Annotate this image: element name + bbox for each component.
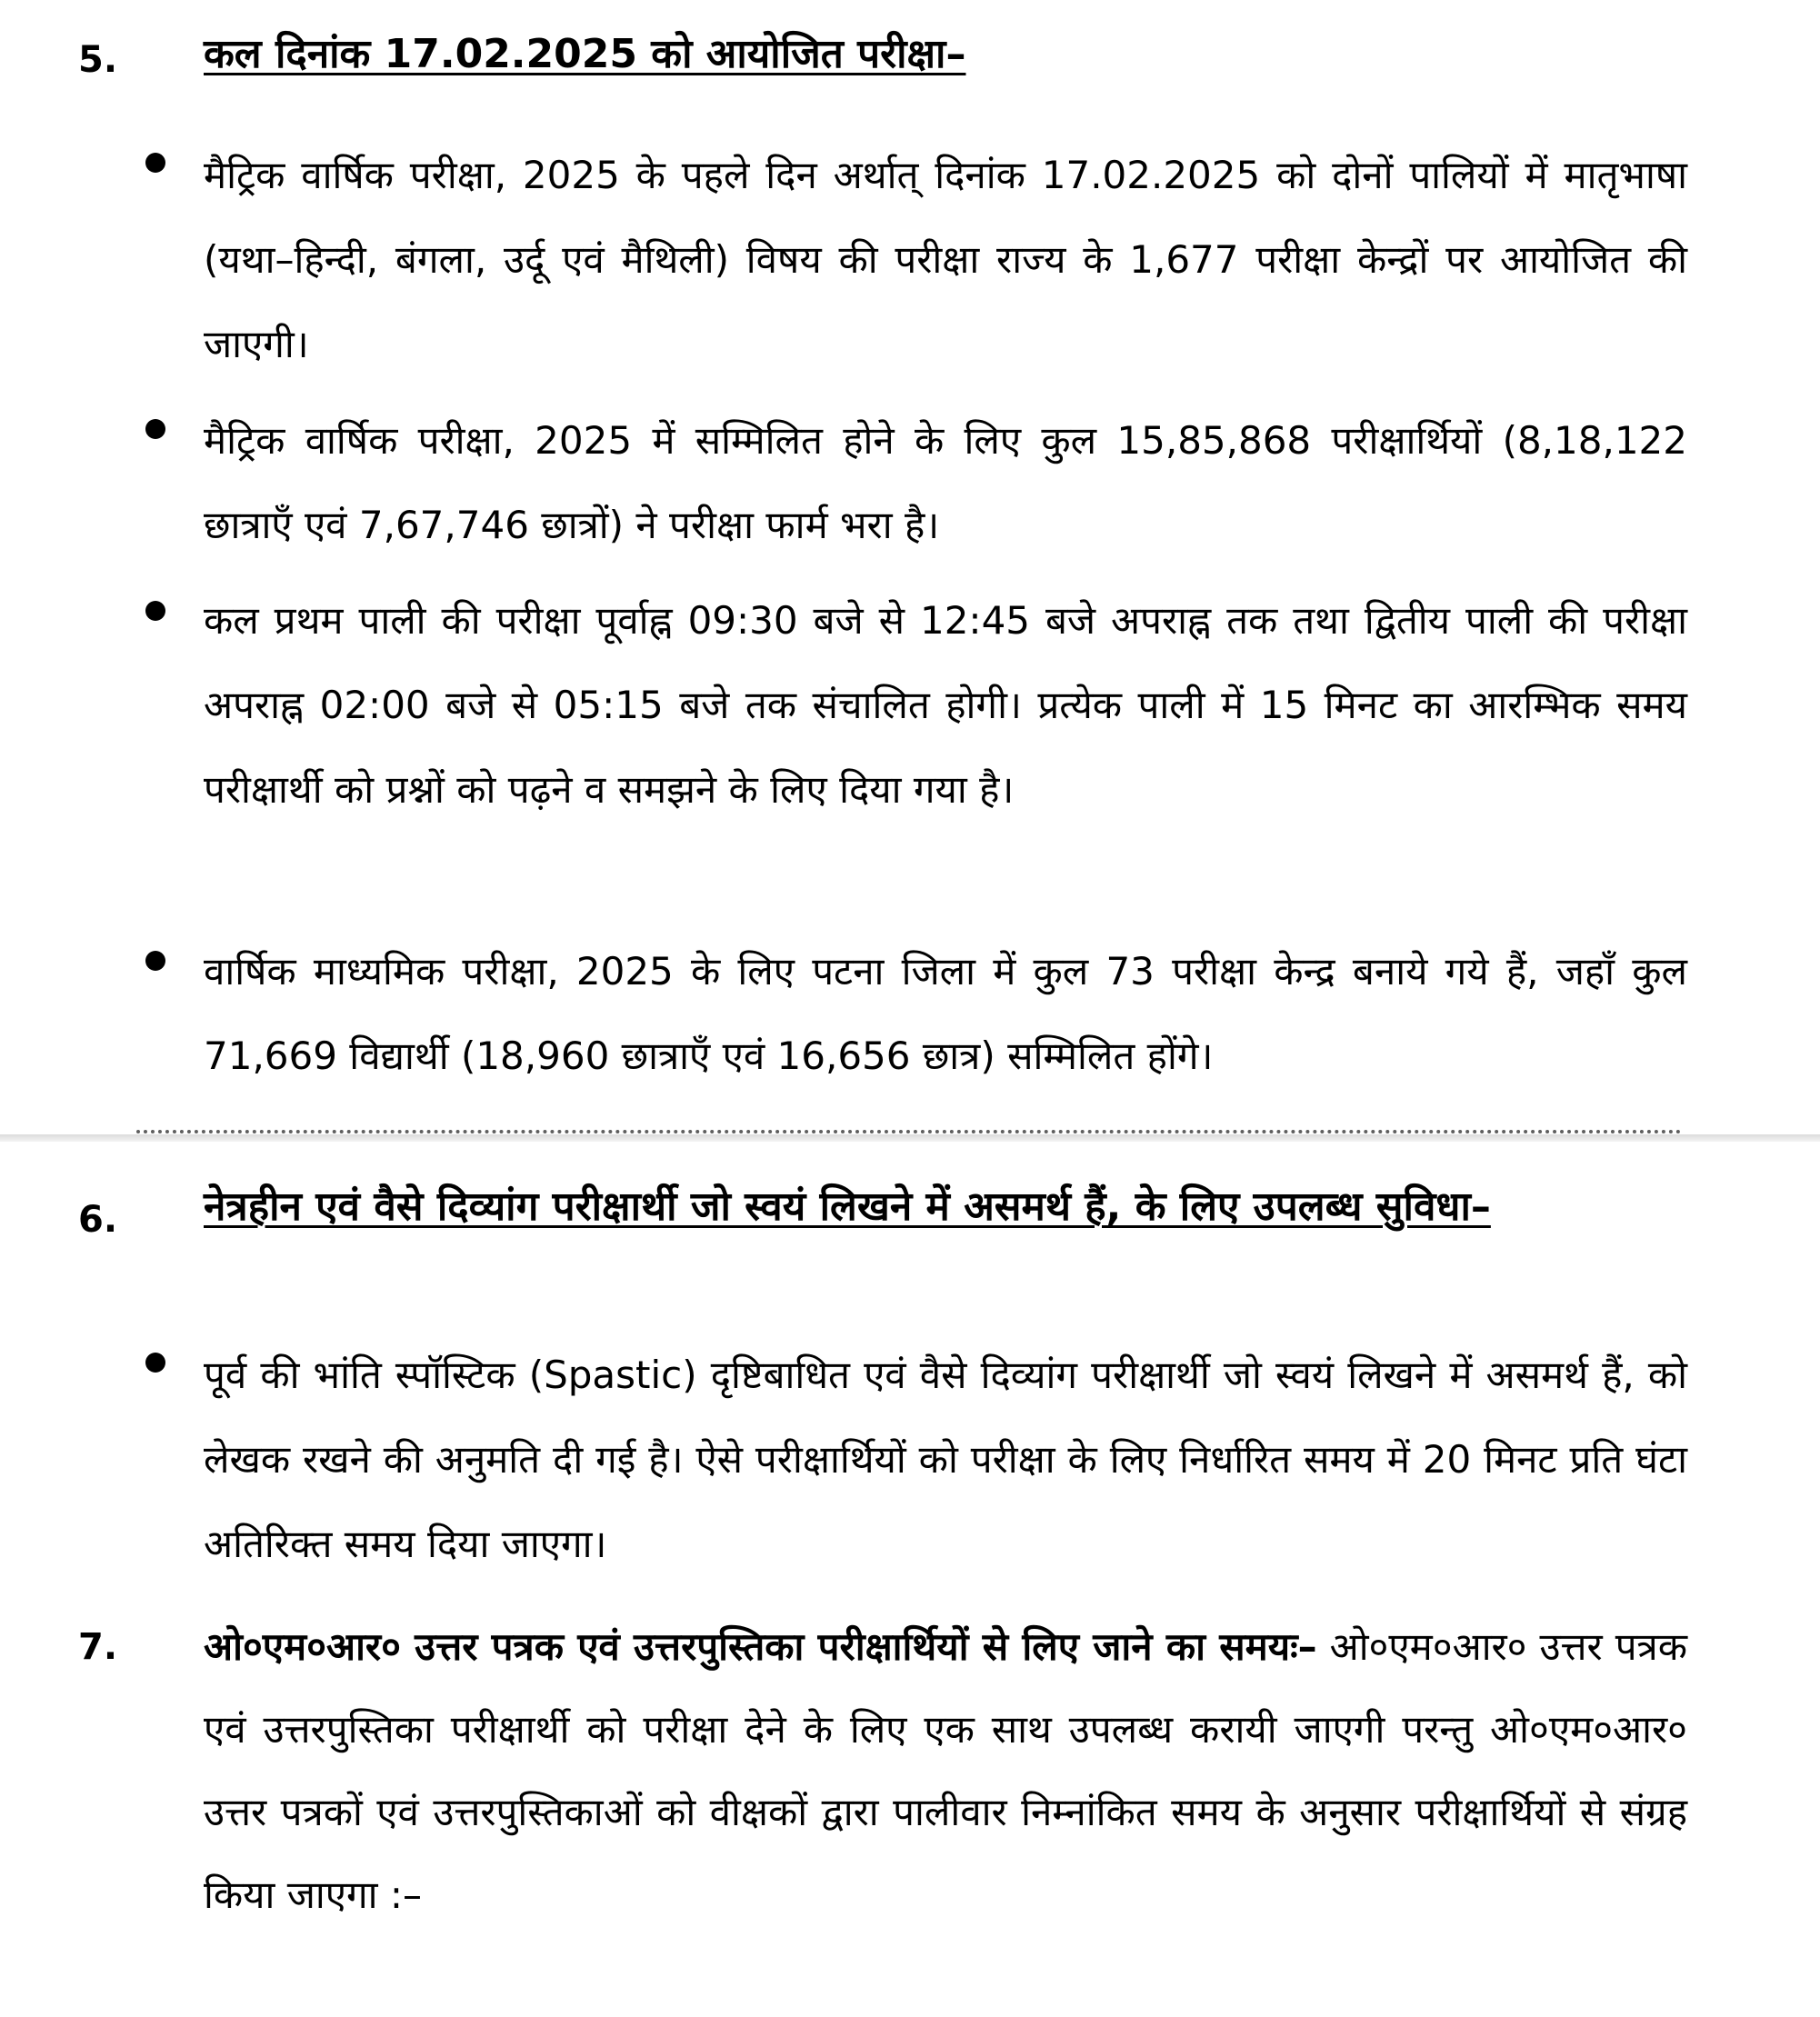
bullet-icon	[145, 1353, 165, 1373]
bullet-icon	[145, 153, 165, 173]
list-item: मैट्रिक वार्षिक परीक्षा, 2025 के पहले दिन अर्थात् दिनांक 17.02.2025 को दोनों पालियों में मातृभाषा (यथा–हिन्दी, बंगला, उर्दू एवं मैथिली) विषय की परीक्षा राज्य के 1,677 परीक्षा केन्द्रों पर आयोजित की जाएगी।	[204, 153, 1687, 366]
section-paragraph	[204, 1605, 1687, 1936]
section-number: 6.	[78, 1199, 118, 1241]
list-item: मैट्रिक वार्षिक परीक्षा, 2025 में सम्मिलित होने के लिए कुल 15,85,868 परीक्षार्थियों (8,18,122 छात्राएँ एवं 7,67,746 छात्रों) ने परीक्षा फार्म भरा है।	[204, 418, 1687, 547]
bullet-icon	[145, 419, 165, 439]
section-heading: कल दिनांक 17.02.2025 को आयोजित परीक्षा–	[204, 31, 966, 77]
section-number: 5.	[78, 39, 118, 81]
bullet-icon	[145, 601, 165, 621]
bullet-icon	[145, 951, 165, 971]
cut-text-line	[136, 1130, 1682, 1143]
section-heading: नेत्रहीन एवं वैसे दिव्यांग परीक्षार्थी जो स्वयं लिखने में असमर्थ हैं, के लिए उपलब्ध सुविधा–	[204, 1183, 1491, 1230]
section-number: 7.	[78, 1626, 118, 1668]
list-item: वार्षिक माध्यमिक परीक्षा, 2025 के लिए पटना जिला में कुल 73 परीक्षा केन्द्र बनाये गये हैं, जहाँ कुल 71,669 विद्यार्थी (18,960 छात्राएँ एवं 16,656 छात्र) सम्मिलित होंगे।	[204, 949, 1687, 1078]
section-body: ओ०एम०आर० उत्तर पत्रक एवं उत्तरपुस्तिका परीक्षार्थी को परीक्षा देने के लिए एक साथ उपलब्ध करायी जाएगी परन्तु ओ०एम०आर० उत्तर पत्रकों एवं उत्तरपुस्तिकाओं को वीक्षकों द्वारा पालीवार निम्नांकित समय के अनुसार परीक्षार्थियों से संग्रह किया जाएगा :–	[204, 1624, 1688, 1917]
document-page-lower	[0, 1142, 1820, 2017]
list-item: कल प्रथम पाली की परीक्षा पूर्वाह्न 09:30 बजे से 12:45 बजे अपराह्न तक तथा द्वितीय पाली की परीक्षा अपराह्न 02:00 बजे से 05:15 बजे तक संचालित होगी। प्रत्येक पाली में 15 मिनट का आरम्भिक समय परीक्षार्थी को प्रश्नों को पढ़ने व समझने के लिए दिया गया है।	[204, 598, 1687, 812]
list-item: पूर्व की भांति स्पॉस्टिक (Spastic) दृष्टिबाधित एवं वैसे दिव्यांग परीक्षार्थी जो स्वयं लिखने में असमर्थ हैं, को लेखक रखने की अनुमति दी गई है। ऐसे परीक्षार्थियों को परीक्षा के लिए निर्धारित समय में 20 मिनट प्रति घंटा अतिरिक्त समय दिया जाएगा।	[204, 1353, 1687, 1566]
section-lead: ओ०एम०आर० उत्तर पत्रक एवं उत्तरपुस्तिका परीक्षार्थियों से लिए जाने का समयः–	[204, 1624, 1317, 1669]
